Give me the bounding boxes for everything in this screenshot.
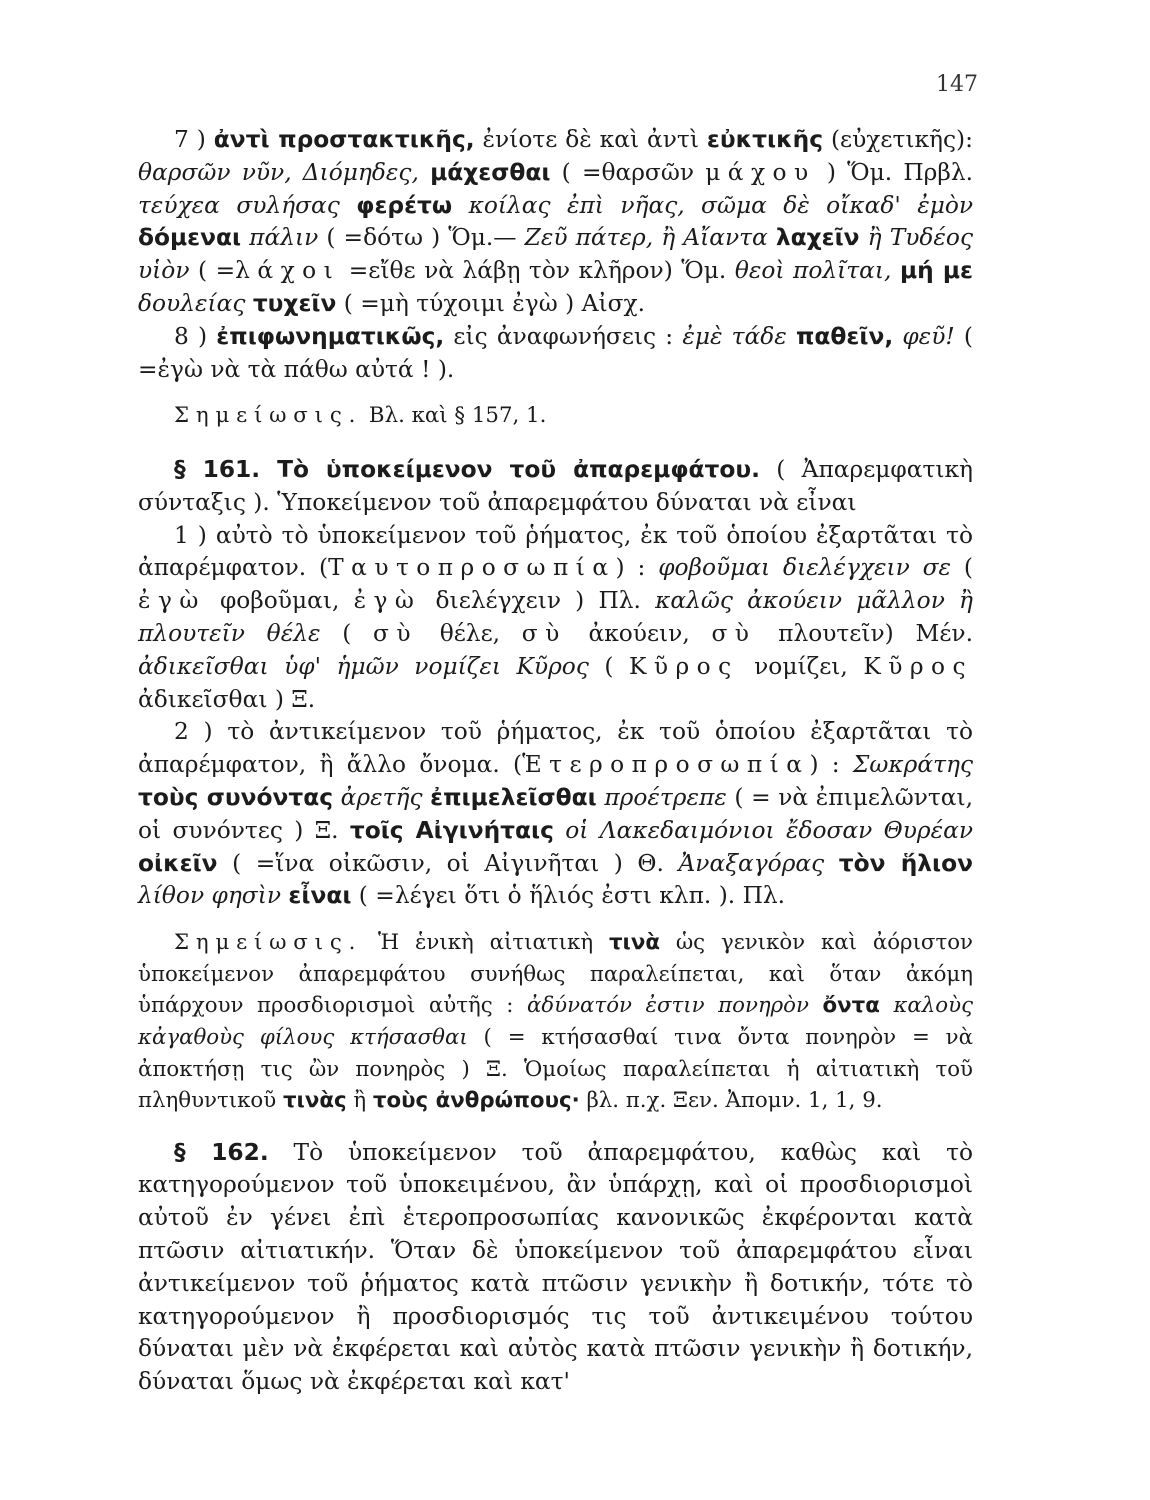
note-see-157: Σημείωσις. Βλ. καὶ § 157, 1. [174,403,547,429]
paragraph-161-2-different-subject: 2 ) τὸ ἀντικείμενον τοῦ ῥήματος, ἐκ τοῦ ὁποίου ἐξαρτᾶται τὸ ἀπαρέμφατον, ἢ ἄλλο ὄνομα. (Ἑτεροπροσωπία) : Σωκράτης τοὺς συνόντας ἀρετῆς ἐπιμελεῖσθαι προέτρεπε ( = νὰ ἐπιμελῶνται, οἱ συνόντες ) Ξ. τοῖς Αἰγινήταις οἱ Λακεδαιμόνιοι ἔδοσαν Θυρέαν οἰκεῖν ( =ἵνα οἰκῶσιν, οἱ Αἰγινῆται ) Θ. Ἀναξαγόρας τὸν ἥλιον λίθον φησὶν εἶναι ( =λέγει ὅτι ὁ ἥλιός ἐστι κλπ. ). Πλ. [138,718,974,910]
section-162: § 162. Τὸ ὑποκείμενον τοῦ ἀπαρεμφάτου, καθὼς καὶ τὸ κατηγορούμενον τοῦ ὑποκειμένου, ἂν ὑπάρχῃ, καὶ οἱ προσδιορισμοὶ αὐτοῦ ἐν γένει ἐπὶ ἑτεροπροσωπίας κανονικῶς ἐκφέρονται κατὰ πτῶσιν αἰτιατικήν. Ὅταν δὲ ὑποκείμενον τοῦ ἀπαρεμφάτου εἶναι ἀντικείμενον τοῦ ῥήματος κατὰ πτῶσιν γενικὴν ἢ δοτικήν, τότε τὸ κατηγορούμενον ἢ προσδιορισμός τις τοῦ ἀντικειμένου τούτου δύναται μὲν νὰ ἐκφέρεται καὶ αὐτὸς κατὰ πτῶσιν γενικὴν ἢ δοτικήν, δύναται ὅμως νὰ ἐκφέρεται καὶ κατ' [138,1138,973,1396]
paragraph-161-1-same-subject: 1 ) αὐτὸ τὸ ὑποκείμενον τοῦ ῥήματος, ἐκ τοῦ ὁποίου ἐξαρτᾶται τὸ ἀπαρέμφατον. (Ταυτοπροσωπία) : φοβοῦμαι διελέγχειν σε ( ἐγὼ φοβοῦμαι, ἐγὼ διελέγχειν ) Πλ. καλῶς ἀκούειν μᾶλλον ἢ πλουτεῖν θέλε ( σὺ θέλε, σὺ ἀκούειν, σὺ πλουτεῖν) Μέν. ἀδικεῖσθαι ὑφ' ἡμῶν νομίζει Κῦρος ( Κῦρος νομίζει, Κῦρος ἀδικεῖσθαι ) Ξ. [138,521,973,713]
section-161-heading: § 161. Τὸ ὑποκείμενον τοῦ ἀπαρεμφάτου. ( Ἀπαρεμφατικὴ σύνταξις ). Ὑποκείμενον τοῦ ἀπαρεμφάτου δύναται νὰ εἶναι [138,455,973,516]
page-number: 147 [936,72,978,97]
paragraph-7-imperative: 7 ) ἀντὶ προστακτικῆς, ἐνίοτε δὲ καὶ ἀντὶ εὐκτικῆς (εὐχετικῆς): θαρσῶν νῦν, Διόμηδες, μάχεσθαι ( =θαρσῶν μάχου ) Ὅμ. Πρβλ. τεύχεα συλήσας φερέτω κοίλας ἐπὶ νῆας, σῶμα δὲ οἴκαδ' ἐμὸν δόμεναι πάλιν ( =δότω ) Ὅμ.— Ζεῦ πάτερ, ἢ Αἴαντα λαχεῖν ἢ Τυδέος υἱὸν ( =λάχοι =εἴθε νὰ λάβῃ τὸν κλῆρον) Ὅμ. θεοὶ πολῖται, μή με δουλείας τυχεῖν ( =μὴ τύχοιμι ἐγὼ ) Αἰσχ. [138,126,974,317]
paragraph-8-exclamation: 8 ) ἐπιφωνηματικῶς, εἰς ἀναφωνήσεις : ἐμὲ τάδε παθεῖν, φεῦ! ( =ἐγὼ νὰ τὰ πάθω αὐτά ! ). [138,322,973,383]
note-omitted-accusative: Σημείωσις. Ἡ ἑνικὴ αἰτιατικὴ τινὰ ὡς γενικὸν καὶ ἀόριστον ὑποκείμενον ἀπαρεμφάτου συνήθως παραλείπεται, καὶ ὅταν ἀκόμη ὑπάρχουν προσδιορισμοὶ αὐτῆς : ἀδύνατόν ἐστιν πονηρὸν ὄντα καλοὺς κἀγαθοὺς φίλους κτήσασθαι ( = κτήσασθαί τινα ὄντα πονηρὸν = νὰ ἀποκτήσῃ τις ὢν πονηρὸς ) Ξ. Ὁμοίως παραλείπεται ἡ αἰτιατικὴ τοῦ πληθυντικοῦ τινὰς ἢ τοὺς ἀνθρώπους· βλ. π.χ. Ξεν. Ἀπομν. 1, 1, 9. [138,930,974,1114]
page-body [138,124,973,1399]
